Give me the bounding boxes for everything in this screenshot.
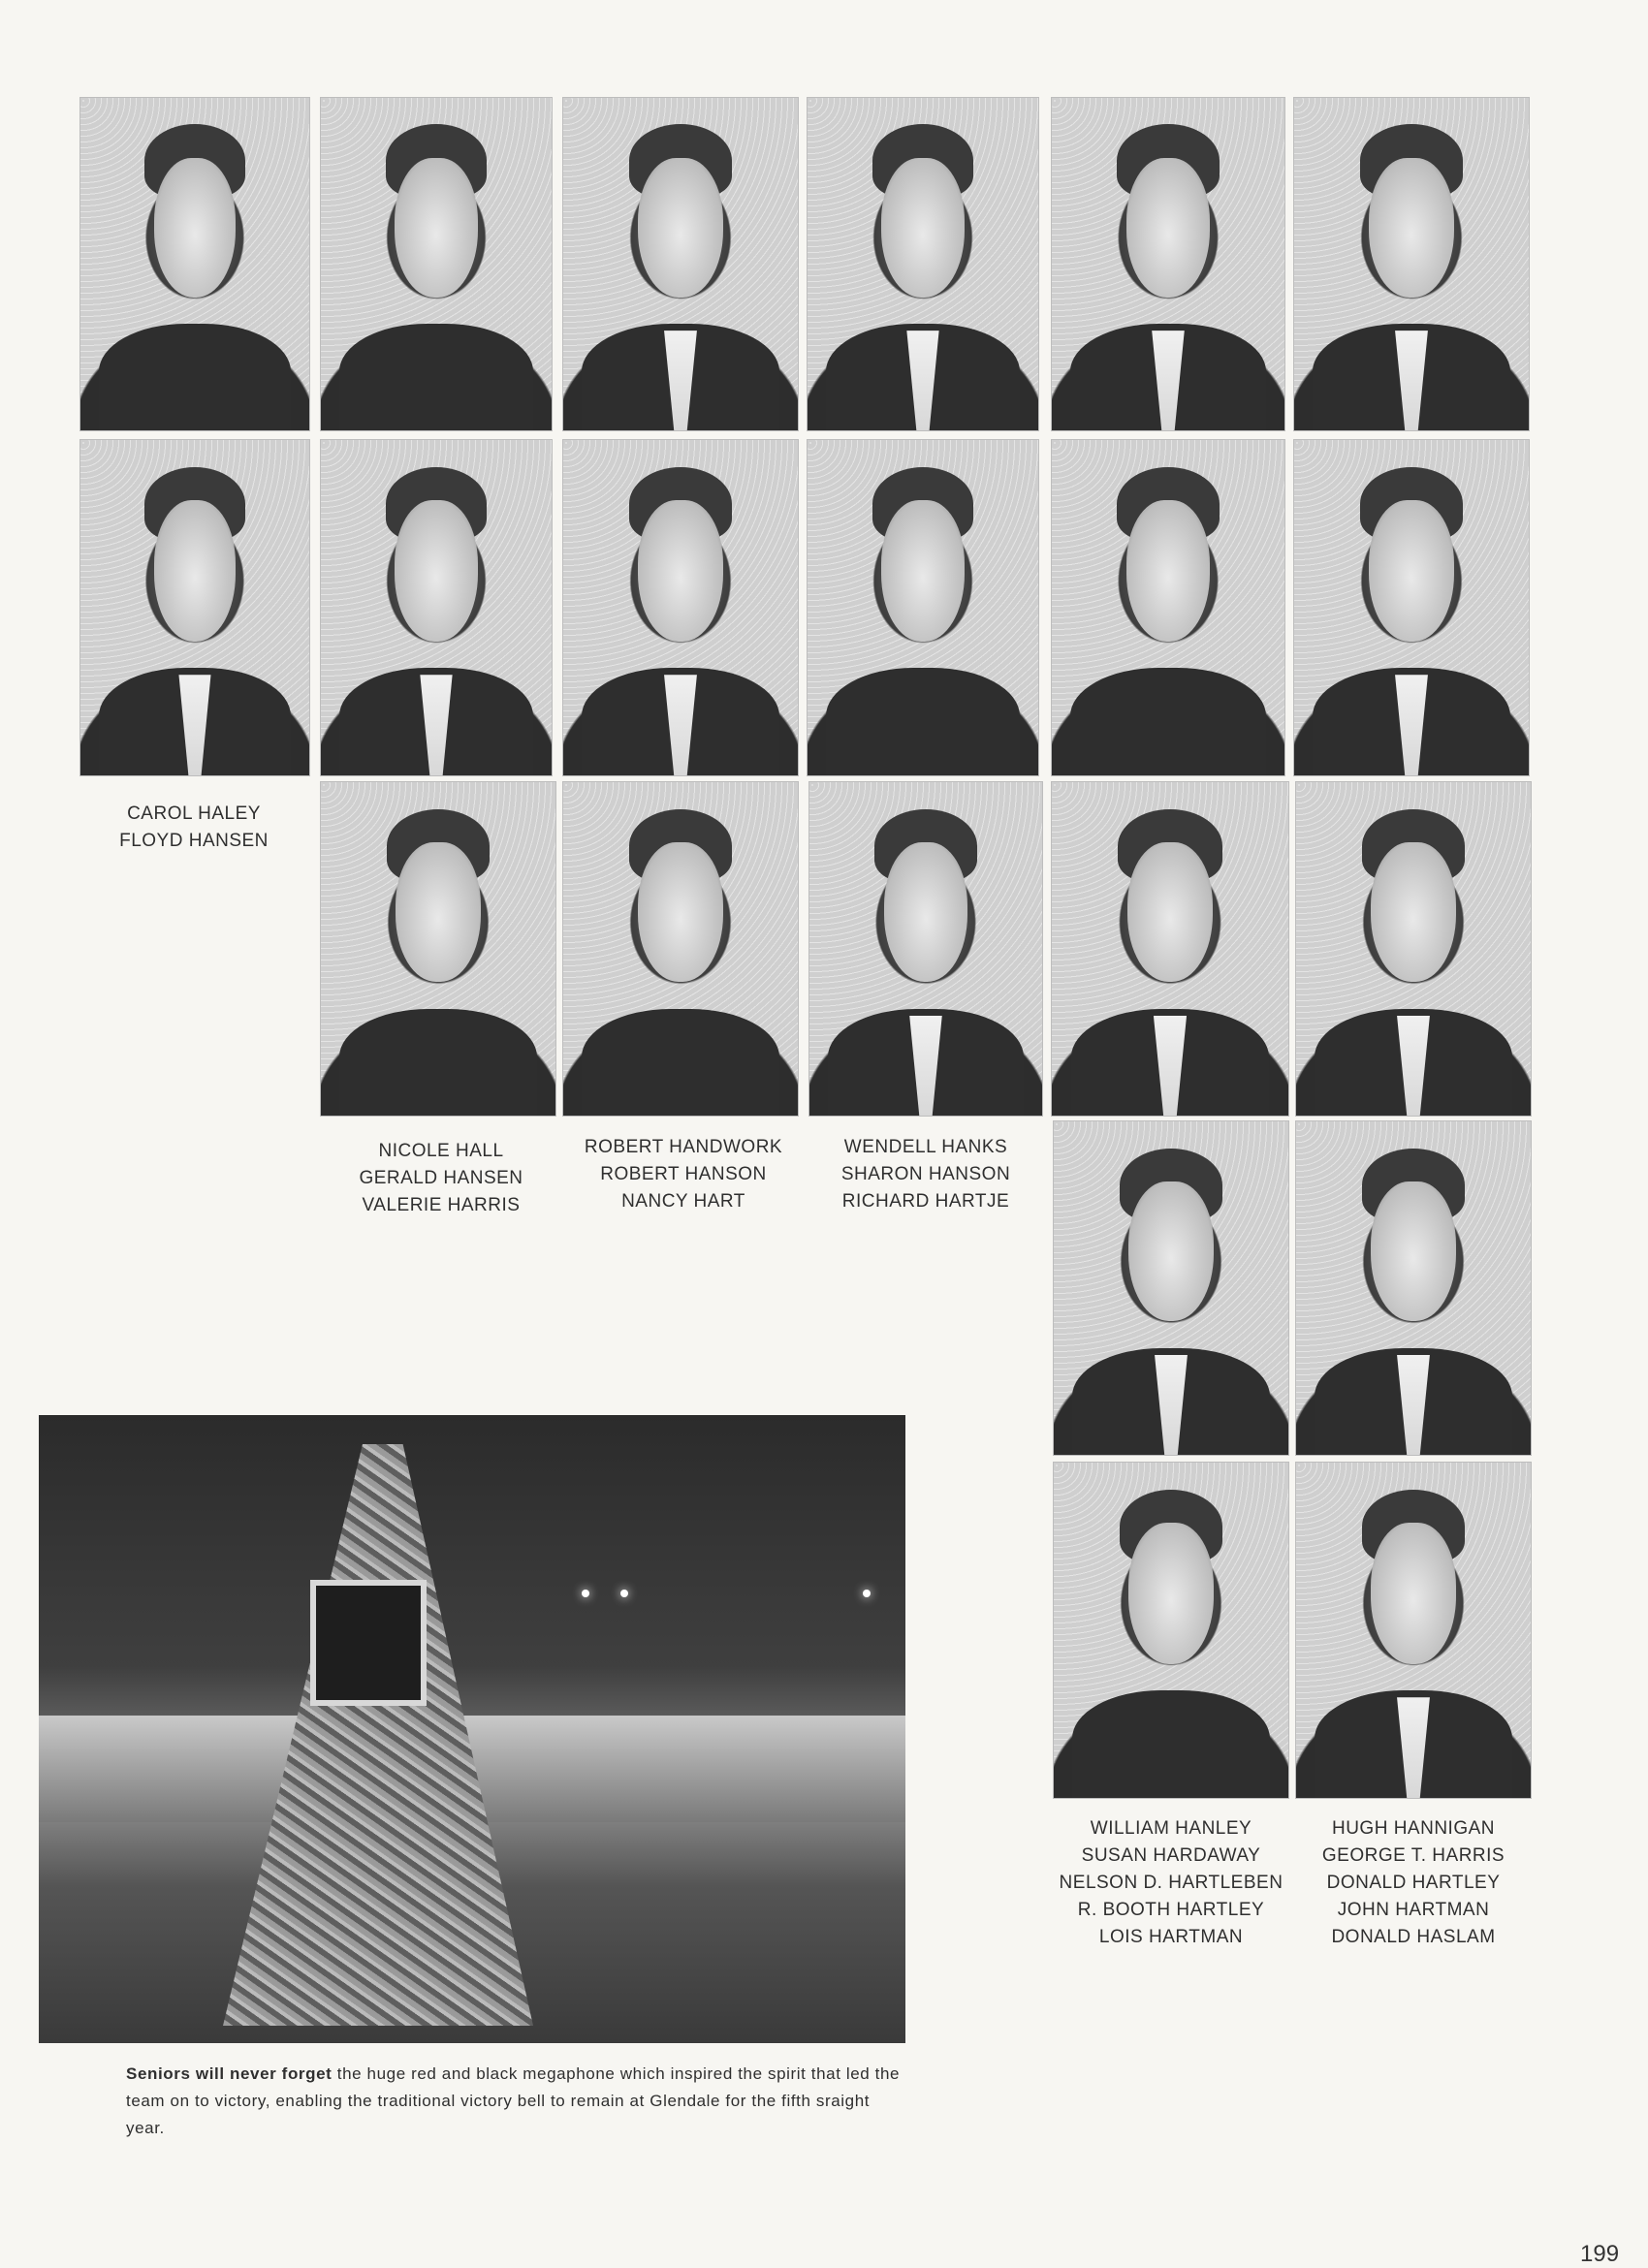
portrait-r1-c5: [1051, 97, 1285, 431]
portrait-r5-c6: [1295, 1462, 1532, 1799]
portrait-r3-c6: [1295, 781, 1532, 1117]
portrait-r3-c3: [562, 781, 799, 1117]
portrait-r1-c1: [79, 97, 310, 431]
student-name: SUSAN HARDAWAY: [1081, 1845, 1261, 1866]
megaphone-photo: [39, 1415, 905, 2043]
portrait-r2-c1: [79, 439, 310, 776]
portrait-r1-c2: [320, 97, 553, 431]
portrait-r3-c2: [320, 781, 556, 1117]
g-letter-emblem: [310, 1580, 427, 1706]
stadium-light: [620, 1590, 628, 1597]
student-name: FLOYD HANSEN: [119, 831, 269, 851]
student-name: ROBERT HANSON: [600, 1164, 767, 1184]
names-block-5: [1045, 1815, 1297, 1951]
portrait-r4-c5: [1053, 1120, 1289, 1456]
portrait-r2-c6: [1293, 439, 1530, 776]
student-name: LOIS HARTMAN: [1098, 1927, 1244, 1947]
student-name: NELSON D. HARTLEBEN: [1059, 1873, 1284, 1893]
student-name: JOHN HARTMAN: [1337, 1900, 1490, 1920]
portrait-r2-c4: [807, 439, 1039, 776]
student-name: SHARON HANSON: [840, 1164, 1011, 1184]
student-name: WILLIAM HANLEY: [1090, 1818, 1252, 1839]
portrait-r1-c6: [1293, 97, 1530, 431]
caption-text: the huge red and black megaphone which inspired the spirit that led the team on to victory, enabling the traditional victory bell to remain at Glendale for the fifth sraight year.: [126, 2064, 901, 2137]
student-name: VALERIE HARRIS: [362, 1195, 521, 1215]
student-name: HUGH HANNIGAN: [1331, 1818, 1495, 1839]
portrait-r4-c6: [1295, 1120, 1532, 1456]
student-name: ROBERT HANDWORK: [584, 1137, 783, 1157]
portrait-r3-c4: [808, 781, 1043, 1117]
student-name: GERALD HANSEN: [359, 1168, 523, 1188]
portrait-r1-c3: [562, 97, 799, 431]
student-name: DONALD HASLAM: [1331, 1927, 1496, 1947]
names-block-3: [572, 1134, 795, 1215]
stadium-light: [863, 1590, 871, 1597]
caption-lead: Seniors will never forget: [126, 2064, 333, 2083]
names-block-2: [330, 1138, 553, 1219]
portrait-r2-c3: [562, 439, 799, 776]
page-number: 199: [1580, 2241, 1620, 2267]
stadium-light: [582, 1590, 589, 1597]
student-name: CAROL HALEY: [127, 803, 261, 824]
student-name: NANCY HART: [621, 1191, 745, 1212]
names-block-6: [1295, 1815, 1532, 1951]
portrait-r1-c4: [807, 97, 1039, 431]
student-name: WENDELL HANKS: [843, 1137, 1008, 1157]
student-name: NICOLE HALL: [378, 1141, 504, 1161]
portrait-r2-c2: [320, 439, 553, 776]
student-name: DONALD HARTLEY: [1326, 1873, 1501, 1893]
student-name: GEORGE T. HARRIS: [1321, 1845, 1505, 1866]
student-name: R. BOOTH HARTLEY: [1077, 1900, 1265, 1920]
portrait-r2-c5: [1051, 439, 1285, 776]
names-block-1: [87, 801, 301, 855]
names-block-4: [814, 1134, 1037, 1215]
photo-caption: [126, 2061, 902, 2142]
portrait-r5-c5: [1053, 1462, 1289, 1799]
student-name: RICHARD HARTJE: [841, 1191, 1010, 1212]
portrait-r3-c5: [1051, 781, 1289, 1117]
